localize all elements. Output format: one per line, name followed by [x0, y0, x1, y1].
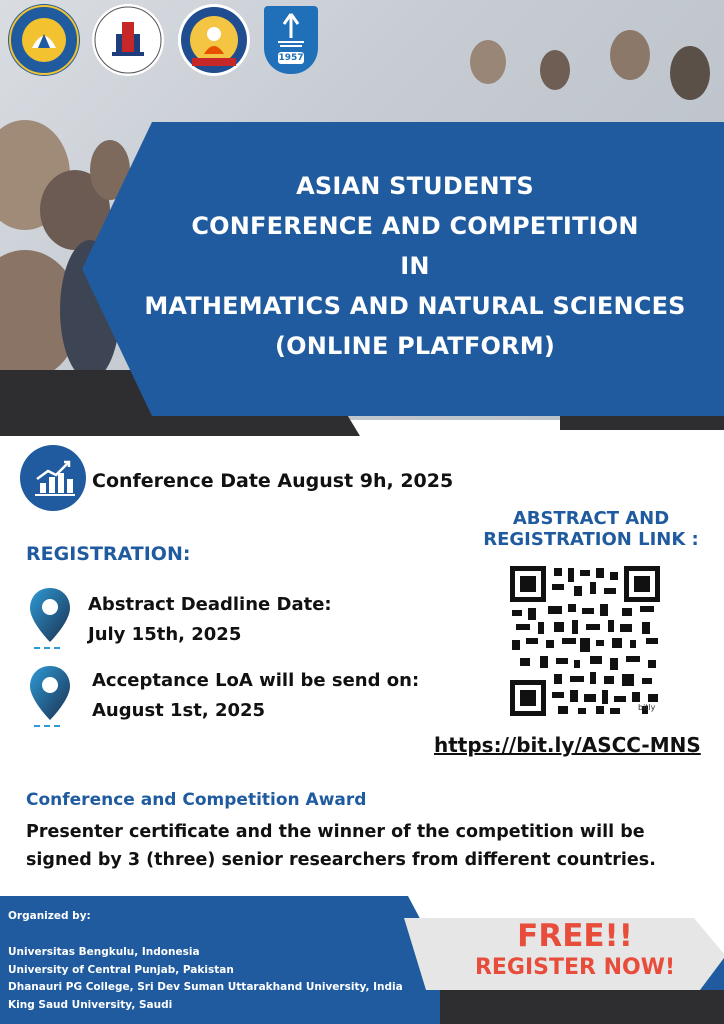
audience-person-shape	[670, 46, 710, 100]
register-now-label: REGISTER NOW!	[474, 955, 676, 980]
registration-link-heading-line-2: REGISTRATION LINK :	[483, 529, 699, 550]
acceptance-loa-label: Acceptance LoA will be send on:	[92, 670, 420, 691]
abstract-deadline-date: July 15th, 2025	[88, 624, 242, 645]
audience-person-shape	[470, 40, 506, 84]
conference-date: Conference Date August 9h, 2025	[92, 470, 454, 492]
title-line-5: (ONLINE PLATFORM)	[274, 332, 555, 360]
registration-url-link[interactable]: https://bit.ly/ASCC-MNS	[434, 733, 701, 757]
free-label: FREE!!	[517, 918, 633, 954]
ucp-logo	[92, 4, 164, 76]
tut-wuri-handayani-icon	[8, 4, 80, 76]
audience-person-shape	[610, 30, 650, 80]
abstract-deadline-label: Abstract Deadline Date:	[88, 594, 332, 615]
organizers-list	[8, 944, 403, 1014]
qr-code[interactable]	[510, 566, 660, 716]
award-description-line-1: Presenter certificate and the winner of the competition will be	[26, 822, 645, 842]
tut-wuri-handayani-logo	[8, 4, 80, 76]
title-line-1: ASIAN STUDENTS	[296, 172, 534, 200]
free-register-dark-band	[440, 990, 724, 1024]
ksu-logo-year: 1957	[278, 53, 304, 63]
location-pin-icon	[28, 586, 72, 650]
award-description	[26, 818, 716, 874]
registration-link-heading	[466, 508, 716, 550]
title-line-3: IN	[400, 252, 430, 280]
free-register-cta[interactable]	[430, 920, 720, 984]
qr-caption: bitly	[638, 703, 656, 712]
title-line-2: CONFERENCE AND COMPETITION	[191, 212, 639, 240]
organizer-item: Dhanauri PG College, Sri Dev Suman Uttarakhand University, India	[8, 981, 403, 993]
organizer-item: King Saud University, Saudi	[8, 998, 173, 1011]
chart-icon	[20, 445, 86, 511]
award-description-line-2: signed by 3 (three) senior researchers from different countries.	[26, 850, 656, 870]
ucp-seal-icon	[92, 4, 164, 76]
registration-heading: REGISTRATION:	[26, 543, 191, 565]
organizers-heading: Organized by:	[8, 910, 91, 922]
abstract-deadline	[88, 590, 332, 650]
ksu-logo	[264, 6, 318, 74]
title-line-4: MATHEMATICS AND NATURAL SCIENCES	[144, 292, 686, 320]
dark-accent-band-right	[560, 416, 724, 430]
award-heading: Conference and Competition Award	[26, 790, 367, 810]
acceptance-loa-date: August 1st, 2025	[92, 700, 266, 721]
location-pin-icon	[28, 664, 72, 728]
organizer-item: University of Central Punjab, Pakistan	[8, 963, 234, 976]
dhanauri-logo	[178, 4, 250, 76]
dhanauri-seal-icon	[178, 4, 250, 76]
registration-link-heading-line-1: ABSTRACT AND	[512, 508, 670, 529]
organizer-item: Universitas Bengkulu, Indonesia	[8, 946, 200, 958]
ksu-palm-swords-icon	[264, 6, 318, 74]
acceptance-loa	[92, 666, 419, 726]
audience-person-shape	[540, 50, 570, 90]
conference-title	[110, 166, 720, 366]
qr-code-icon	[510, 566, 660, 716]
